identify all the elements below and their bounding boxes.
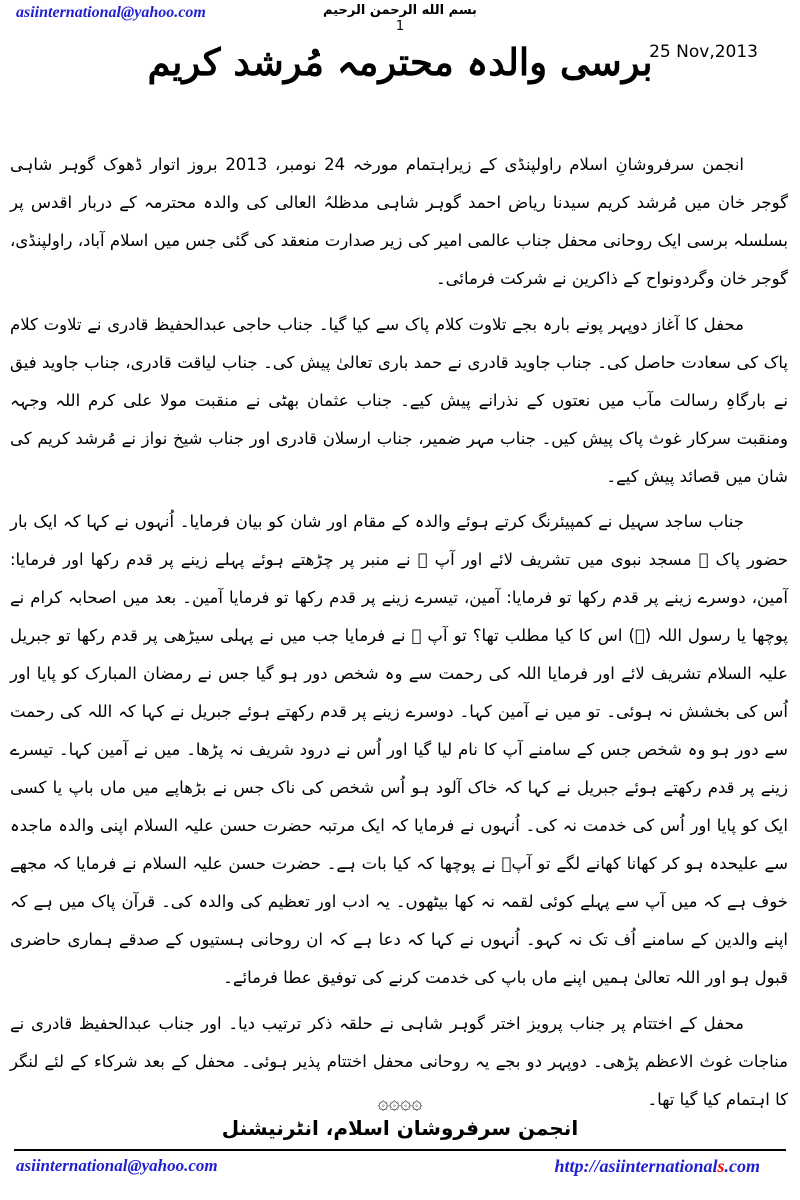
footer-email-link[interactable]: asiinternational@yahoo.com: [16, 1156, 218, 1175]
header-email-link[interactable]: asiinternational@yahoo.com: [16, 4, 206, 21]
paragraph-2: محفل کا آغاز دوپہر پونے بارہ بجے تلاوت کلام پاک سے کیا گیا۔ جناب حاجی عبدالحفیظ قادری نے تلاوت کلام پاک کی سعادت حاصل کی۔ جناب جاوید قادری نے حمد باری تعالیٰ پیش کی۔ جناب لیاقت قادری، جناب جاوید فیق نے بارگاہِ رسالت مآب میں نعتوں کے نذرانے پیش کیے۔ جناب عثمان بھٹی نے منقبت مولا علی کرم اللہ وجہہ ومنقبت سرکار غوث پاک پیش کیں۔ جناب مہر ضمیر، جناب ارسلان قادری اور جناب شیخ نواز نے مُرشد کریم کی شان میں قصائد پیش کیے۔: [10, 314, 788, 486]
footer-url-suffix: .com: [724, 1156, 760, 1176]
paragraph-3: جناب ساجد سہیل نے کمپیئرنگ کرتے ہوئے والدہ کے مقام اور شان کو بیان فرمایا۔ اُنہوں نے کہا کہ ایک بار حضور پاک ﷺ مسجد نبوی میں تشریف لائے اور آپ ﷺ نے منبر پر چڑھتے ہوئے پہلے زینے پر قدم رکھا اور فرمایا: آمین، دوسرے زینے پر قدم رکھا تو فرمایا: آمین، تیسرے زینے پر قدم رکھا تو فرمایا آمین۔ بعد میں اصحابہ کرام نے پوچھا یا رسول اللہ (ﷺ) اس کا کیا مطلب تھا؟ تو آپ ﷺ نے فرمایا جب میں نے پہلی سیڑھی پر قدم رکھا تو جبریل علیہ السلام تشریف لائے اور فرمایا اللہ کی رحمت سے وہ شخص دور ہو گیا جس نے رمضان المبارک کو پایا اور اُس کی بخشش نہ ہوئی۔ تو میں نے آمین کہا۔ دوسرے زینے پر قدم رکھتے ہوئے جبریل نے کہا کہ اللہ کی رحمت سے دور ہو وہ شخص جس کے سامنے آپ کا نام لیا گیا اور اُس نے درود شریف نہ پڑھا۔ میں نے آمین کہا۔ تیسرے زینے پر قدم رکھتے ہوئے جبریل نے کہا کہ خاک آلود ہو اُس شخص کی ناک جس نے بڑھاپے میں ماں باپ یا کسی ایک کو پایا اور اُس کی خدمت نہ کی۔ اُنہوں نے فرمایا کہ ایک مرتبہ حضرت حسن علیہ السلام اپنی والدہ ماجدہ سے علیحدہ ہو کر کھانا کھانے لگے تو آپؓ نے پوچھا کہ کیا بات ہے۔ حضرت حسن علیہ السلام نے فرمایا کہ مجھے خوف ہے کہ میں آپ سے پہلے کوئی لقمہ نہ کھا بیٹھوں۔ یہ ادب اور تعظیم کی والدہ کی۔ قرآن پاک میں ہے کہ اپنے والدین کے سامنے اُف تک نہ کہو۔ اُنہوں نے کہا کہ دعا ہے کہ ان روحانی ہستیوں کے صدقے ہماری حاضری قبول ہو اور اللہ تعالیٰ ہمیں اپنے ماں باپ کی خدمت کرنے کی توفیق عطا فرمائے۔: [10, 512, 788, 987]
star-ornament-icons: ۞۞۞۞: [377, 1092, 423, 1114]
page-number: 1: [395, 19, 405, 34]
bismillah-text: بسم الله الرحمن الرحيم: [323, 3, 477, 18]
document-date: 25 Nov,2013: [649, 42, 758, 62]
paragraph-1: انجمن سرفروشانِ اسلام راولپنڈی کے زیراہتمام مورخہ 24 نومبر، 2013 بروز اتوار ڈھوک گوہر شاہی گوجر خان میں مُرشد کریم سیدنا ریاض احمد گوہر شاہی مدظلہُ العالی کی والدہ محترمہ کے دربار اقدس پر بسلسلہ برسی ایک روحانی محفل جناب عالمی امیر کی زیر صدارت منعقد کی گئی جس میں اسلام آباد، راولپنڈی، گوجر خان وگردونواح کے ذاکرین نے شرکت فرمائی۔: [10, 155, 788, 288]
footer-divider: [14, 1149, 786, 1151]
footer-url-prefix: http://asiinternational: [554, 1156, 718, 1176]
document-title: برسی والدہ محترمہ مُرشد کریم: [147, 40, 653, 84]
footer-website-link[interactable]: [554, 1156, 760, 1177]
organization-name: انجمن سرفروشان اسلام، انٹرنیشنل: [221, 1116, 579, 1140]
paragraph-4: محفل کے اختتام پر جناب پرویز اختر گوہر شاہی نے حلقہ ذکر ترتیب دیا۔ اور جناب عبدالحفیظ قادری نے مناجات غوث الاعظم پڑھی۔ دوپہر دو بجے یہ روحانی محفل اختتام پذیر ہوئی۔ محفل کے بعد شرکاء کے لئے لنگر کا اہتمام کیا گیا تھا۔: [10, 1013, 788, 1109]
footer-url-s: s: [717, 1156, 725, 1176]
document-body: [10, 146, 788, 1126]
